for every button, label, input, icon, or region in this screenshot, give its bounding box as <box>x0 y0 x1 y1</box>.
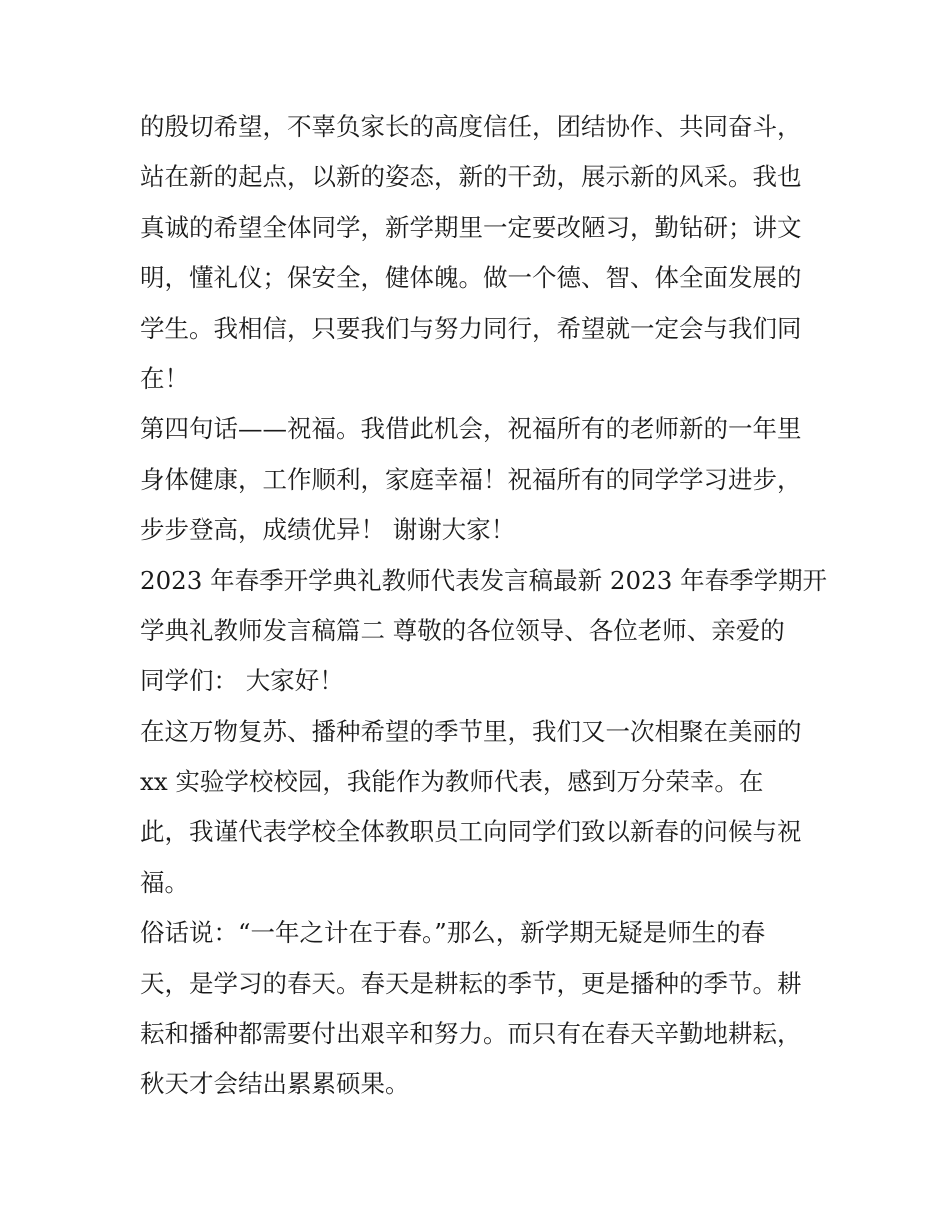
text-line: 学典礼教师发言稿篇二 尊敬的各位领导、各位老师、亲爱的 <box>140 615 785 645</box>
text-line: 此，我谨代表学校全体教职员工向同学们致以新春的问候与祝 <box>140 817 802 847</box>
text-line: 步步登高，成绩优异！ 谢谢大家！ <box>140 515 516 545</box>
text-line: xx 实验学校校园，我能作为教师代表，感到万分荣幸。在 <box>140 767 764 797</box>
text-line: 同学们： 大家好！ <box>140 666 344 696</box>
text-line: 耘和播种都需要付出艰辛和努力。而只有在春天辛勤地耕耘， <box>140 1019 802 1049</box>
text-line: 的殷切希望，不辜负家长的高度信任，团结协作、共同奋斗， <box>140 112 802 141</box>
text-line: 明，懂礼仪；保安全，健体魄。做一个德、智、体全面发展的 <box>140 263 802 293</box>
text-line: 学生。我相信，只要我们与努力同行，希望就一定会与我们同 <box>140 313 802 343</box>
text-line: 站在新的起点，以新的姿态，新的干劲，展示新的风采。我也 <box>140 162 802 192</box>
text-line: 天，是学习的春天。春天是耕耘的季节，更是播种的季节。耕 <box>140 968 802 998</box>
text-line: 2023 年春季开学典礼教师代表发言稿最新 2023 年春季学期开 <box>140 565 828 595</box>
text-line: 俗话说：“一年之计在于春。”那么，新学期无疑是师生的春 <box>140 918 766 948</box>
document-body <box>140 102 828 1110</box>
text-line: 真诚的希望全体同学，新学期里一定要改陋习，勤钻研；讲文 <box>140 212 802 242</box>
text-line: 第四句话——祝福。我借此机会，祝福所有的老师新的一年里 <box>140 414 802 444</box>
text-line: 福。 <box>140 867 189 897</box>
text-line: 身体健康，工作顺利，家庭幸福！祝福所有的同学学习进步， <box>140 464 802 494</box>
text-line: 在这万物复苏、播种希望的季节里，我们又一次相聚在美丽的 <box>140 716 802 746</box>
text-line: 秋天才会结出累累硕果。 <box>140 1069 410 1099</box>
text-line: 在！ <box>140 363 189 393</box>
